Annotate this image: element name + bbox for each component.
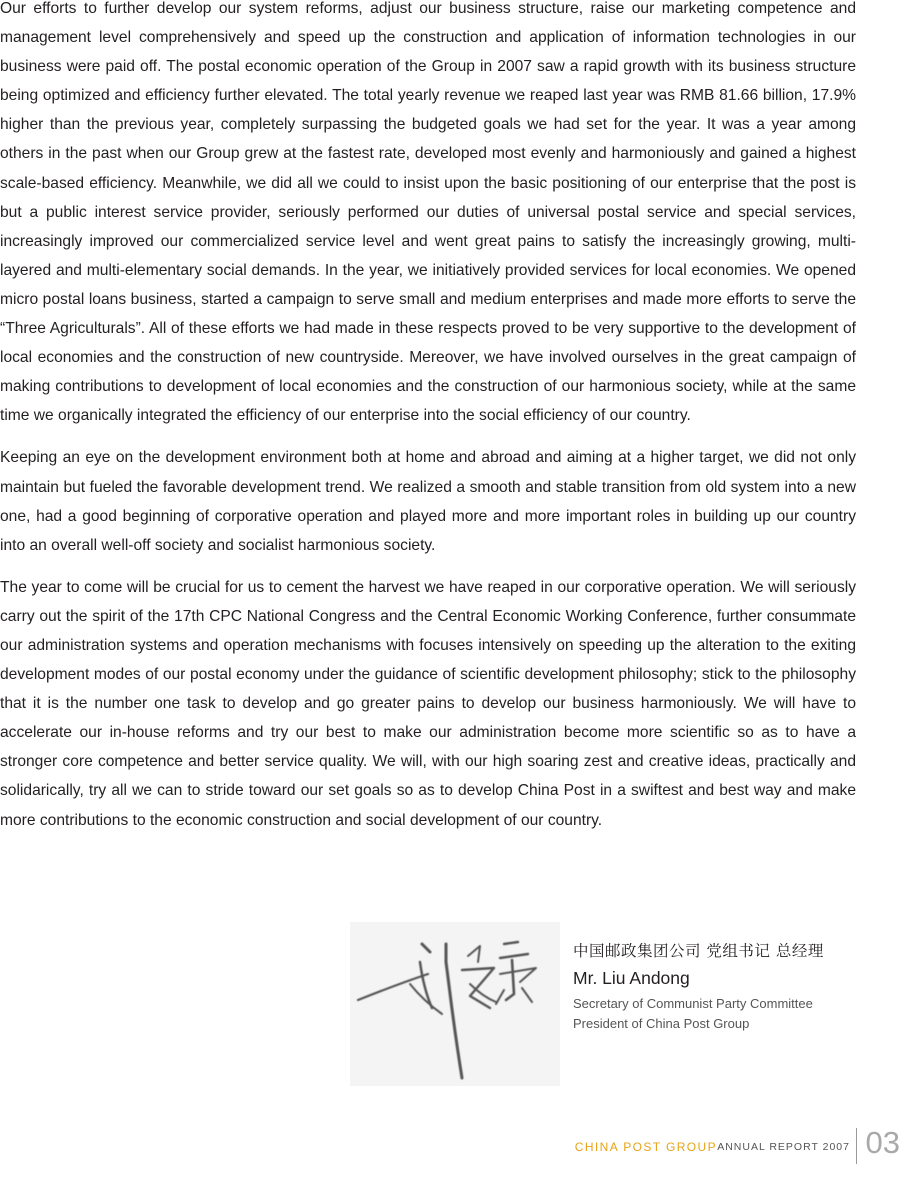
signatory-title-chinese: 中国邮政集团公司 党组书记 总经理 xyxy=(573,942,824,960)
footer-company-name: CHINA POST GROUP xyxy=(574,1140,717,1154)
paragraph-3: The year to come will be crucial for us to cement the harvest we have reaped in our corporative operation. We will seriously carry out the spirit of the 17th CPC National Congress and the Central Economic Working Conference, further consummate our administration systems and operation mechanisms with focuses intensively on speeding up the alteration to the exiting development modes of our postal economy under the guidance of scientific development philosophy; stick to the philosophy that it is the number one task to develop and go greater pains to develop our business harmoniously. We will have to accelerate our in-house reforms and try our best to make our administration become more scientific so as to have a stronger core competence and better service quality. We will, with our high soaring zest and creative ideas, practically and solidarically, try all we can to stride toward our set goals so as to develop China Post in a swiftest and best way and make more contributions to the economic construction and social development of our country. xyxy=(0,578,856,829)
footer-report-title: ANNUAL REPORT 2007 xyxy=(717,1141,850,1153)
signatory-title-line-2: President of China Post Group xyxy=(573,1016,750,1031)
page-number: 03 xyxy=(865,1125,900,1160)
signatory-title-line-1: Secretary of Communist Party Committee xyxy=(573,996,813,1011)
signatory-name: Mr. Liu Andong xyxy=(573,968,690,988)
paragraph-2: Keeping an eye on the development environment both at home and abroad and aiming at a higher target, we did not only maintain but fueled the favorable development trend. We realized a smooth and stable transition from old system into a new one, had a good beginning of corporative operation and played more and more important roles in building up our country into an overall well-off society and socialist harmonious society. xyxy=(0,449,856,554)
paragraph-1: Our efforts to further develop our system reforms, adjust our business structure, raise our marketing competence and management level comprehensively and speed up the construction and application of information technologies in our business were paid off. The postal economic operation of the Group in 2007 saw a rapid growth with its business structure being optimized and efficiency further elevated. The total yearly revenue we reaped last year was RMB 81.66 billion, 17.9% higher than the previous year, completely surpassing the budgeted goals we had set for the year. It was a year among others in the past when our Group grew at the fastest rate, developed most evenly and harmoniously and gained a highest scale-based efficiency. Meanwhile, we did all we could to insist upon the basic positioning of our enterprise that the post is but a public interest service provider, seriously performed our duties of universal postal service and special services, increasingly improved our commercialized service level and went great pains to satisfy the increasingly growing, multi-layered and multi-elementary social demands. In the year, we initiatively provided services for local economies. We opened micro postal loans business, started a campaign to serve small and medium enterprises and made more efforts to serve the “Three Agriculturals”. All of these efforts we had made in these respects proved to be very supportive to the development of local economies and the construction of new countryside. Mereover, we have involved ourselves in the great campaign of making contributions to development of local economies and the construction of our harmonious society, while at the same time we organically integrated the efficiency of our enterprise into the social efficiency of our country. xyxy=(0,0,856,425)
signature-block xyxy=(573,940,863,1034)
handwritten-signature xyxy=(350,922,560,1086)
page-footer xyxy=(560,1125,900,1178)
footer-divider xyxy=(856,1128,857,1164)
